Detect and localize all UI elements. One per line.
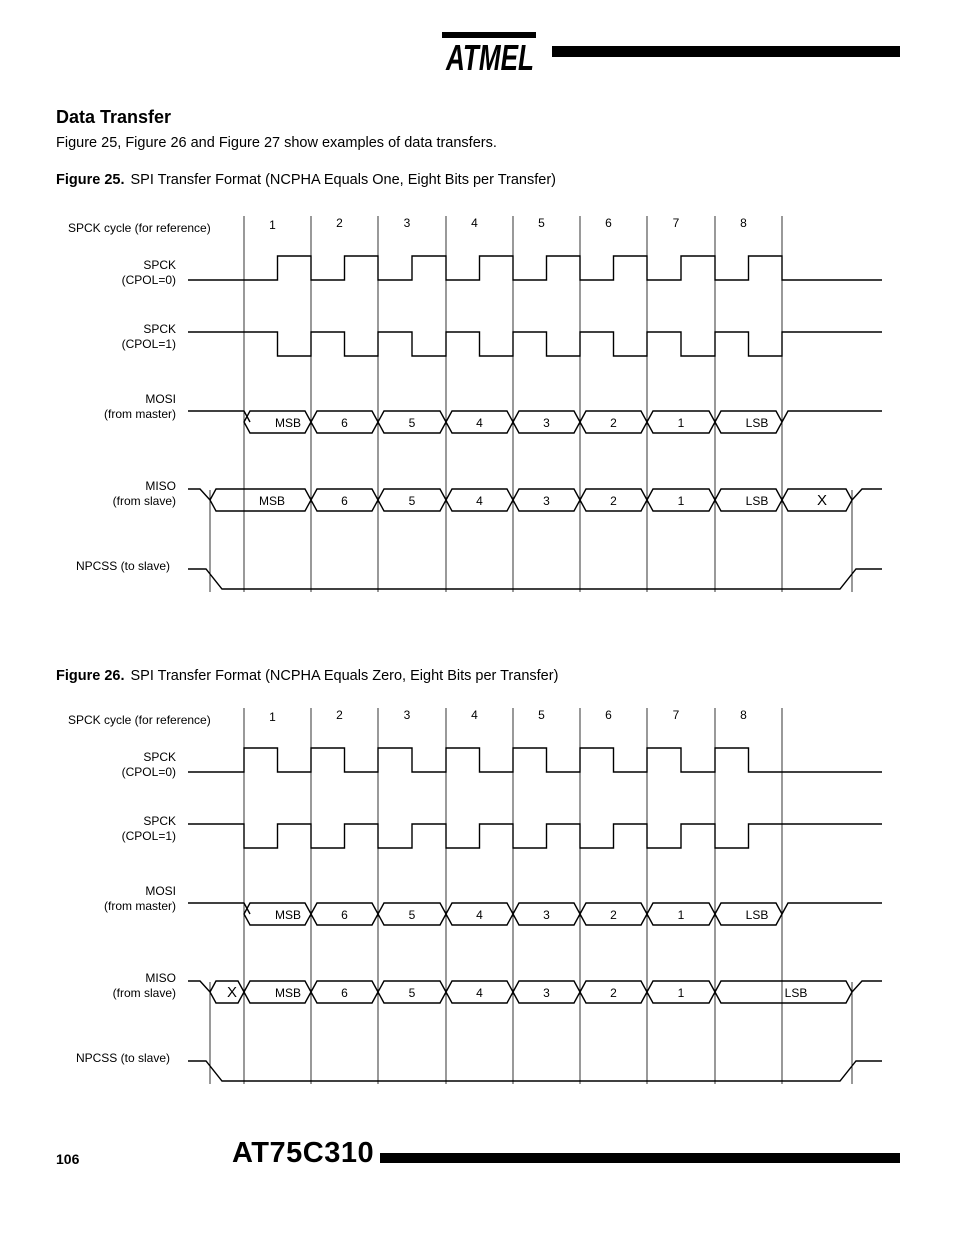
npcss-waveform	[188, 1061, 882, 1081]
cycle-number: 3	[403, 708, 411, 722]
cycle-number: 6	[605, 216, 612, 230]
cycle-number: 8	[740, 216, 747, 230]
mosi-bit-label: 4	[476, 908, 483, 922]
miso-bit-label: 3	[543, 986, 550, 1000]
mosi-bit-label: 1	[677, 416, 685, 430]
mosi-bit-label: 5	[408, 908, 416, 922]
spck-cpol1-label: (CPOL=1)	[121, 337, 176, 351]
miso-bit-label: 6	[341, 986, 348, 1000]
miso-bit-label: X	[816, 492, 828, 509]
cycle-label: SPCK cycle (for reference)	[68, 713, 211, 727]
mosi-idle	[782, 903, 882, 914]
miso-bit-label: 5	[408, 986, 416, 1000]
miso-bit-label: 1	[677, 494, 685, 508]
intro-paragraph: Figure 25, Figure 26 and Figure 27 show examples of data transfers.	[56, 135, 497, 151]
atmel-logo	[440, 30, 540, 78]
miso-bit-label: 2	[610, 986, 617, 1000]
cycle-label: SPCK cycle (for reference)	[68, 221, 211, 235]
miso-bit-label: 1	[677, 986, 685, 1000]
cycle-number: 5	[538, 708, 545, 722]
miso-bit-label: 2	[610, 494, 617, 508]
figure-26-caption	[56, 668, 558, 684]
cycle-number: 2	[336, 216, 343, 230]
section-title: Data Transfer	[56, 107, 172, 127]
spck-cpol0-waveform	[188, 256, 882, 280]
cycle-number: 7	[672, 708, 680, 722]
mosi-bit-label: 5	[408, 416, 416, 430]
mosi-idle	[782, 411, 882, 422]
figure-26-timing-diagram	[0, 692, 954, 1112]
figure-title: SPI Transfer Format (NCPHA Equals Zero, Eight Bits per Transfer)	[130, 668, 559, 684]
miso-idle	[852, 981, 882, 992]
mosi-bit-label: 6	[341, 908, 348, 922]
spck-cpol0-label: (CPOL=0)	[121, 273, 176, 287]
page-number: 106	[56, 1151, 80, 1167]
miso-bit-label: X	[226, 984, 238, 1001]
cycle-number: 8	[740, 708, 747, 722]
mosi-label: (from master)	[104, 899, 176, 913]
npcss-label: NPCSS (to slave)	[75, 1051, 170, 1065]
miso-bit-label: 4	[476, 494, 483, 508]
mosi-bit-label: 2	[610, 416, 617, 430]
miso-bit-label: 6	[341, 494, 348, 508]
header-rule	[552, 46, 900, 57]
mosi-bit-label: LSB	[745, 908, 769, 922]
spck-cpol0-label: SPCK	[143, 258, 176, 272]
figure-title: SPI Transfer Format (NCPHA Equals One, Eight Bits per Transfer)	[130, 172, 556, 188]
mosi-idle	[188, 411, 250, 422]
miso-bit-label: LSB	[745, 494, 769, 508]
miso-bit-label: MSB	[274, 986, 302, 1000]
mosi-bit-label: 1	[677, 908, 685, 922]
npcss-waveform	[188, 569, 882, 589]
figure-25-timing-diagram	[0, 200, 954, 620]
cycle-number: 4	[471, 708, 478, 722]
footer-rule	[380, 1153, 900, 1163]
miso-label: (from slave)	[112, 986, 176, 1000]
cycle-number: 7	[672, 216, 680, 230]
cycle-number: 2	[336, 708, 343, 722]
spck-cpol1-label: SPCK	[143, 814, 176, 828]
mosi-bit-label: 6	[341, 416, 348, 430]
spck-cpol1-waveform	[188, 332, 882, 356]
mosi-bit-label: LSB	[745, 416, 769, 430]
miso-label: MISO	[145, 479, 176, 493]
miso-bit-label: LSB	[784, 986, 808, 1000]
spck-cpol1-waveform	[188, 824, 882, 848]
mosi-bit-label: 2	[610, 908, 617, 922]
mosi-idle	[188, 903, 250, 914]
cycle-number: 5	[538, 216, 545, 230]
miso-label: (from slave)	[112, 494, 176, 508]
figure-label: Figure 26.	[56, 668, 125, 684]
mosi-bit-label: 3	[543, 908, 550, 922]
miso-bit-label: 4	[476, 986, 483, 1000]
miso-idle	[188, 981, 210, 992]
spck-cpol0-label: SPCK	[143, 750, 176, 764]
cycle-number: 3	[403, 216, 411, 230]
mosi-label: MOSI	[145, 392, 176, 406]
cycle-number: 1	[269, 218, 276, 232]
spck-cpol0-waveform	[188, 748, 882, 772]
miso-label: MISO	[145, 971, 176, 985]
cycle-number: 1	[269, 710, 276, 724]
figure-label: Figure 25.	[56, 172, 125, 188]
npcss-label: NPCSS (to slave)	[75, 559, 170, 573]
cycle-number: 4	[471, 216, 478, 230]
svg-text:ATMEL: ATMEL	[445, 37, 534, 78]
miso-idle	[852, 489, 882, 500]
spck-cpol0-label: (CPOL=0)	[121, 765, 176, 779]
miso-bit-label: MSB	[258, 494, 286, 508]
mosi-bit-label: MSB	[274, 908, 302, 922]
mosi-label: MOSI	[145, 884, 176, 898]
miso-bit-label: 3	[543, 494, 550, 508]
miso-bit	[715, 981, 852, 1003]
cycle-number: 6	[605, 708, 612, 722]
spck-cpol1-label: SPCK	[143, 322, 176, 336]
mosi-label: (from master)	[104, 407, 176, 421]
spck-cpol1-label: (CPOL=1)	[121, 829, 176, 843]
mosi-bit-label: 3	[543, 416, 550, 430]
miso-idle	[188, 489, 210, 500]
mosi-bit-label: 4	[476, 416, 483, 430]
mosi-bit-label: MSB	[274, 416, 302, 430]
figure-25-caption	[56, 172, 556, 188]
product-name: AT75C310	[232, 1137, 375, 1169]
miso-bit-label: 5	[408, 494, 416, 508]
